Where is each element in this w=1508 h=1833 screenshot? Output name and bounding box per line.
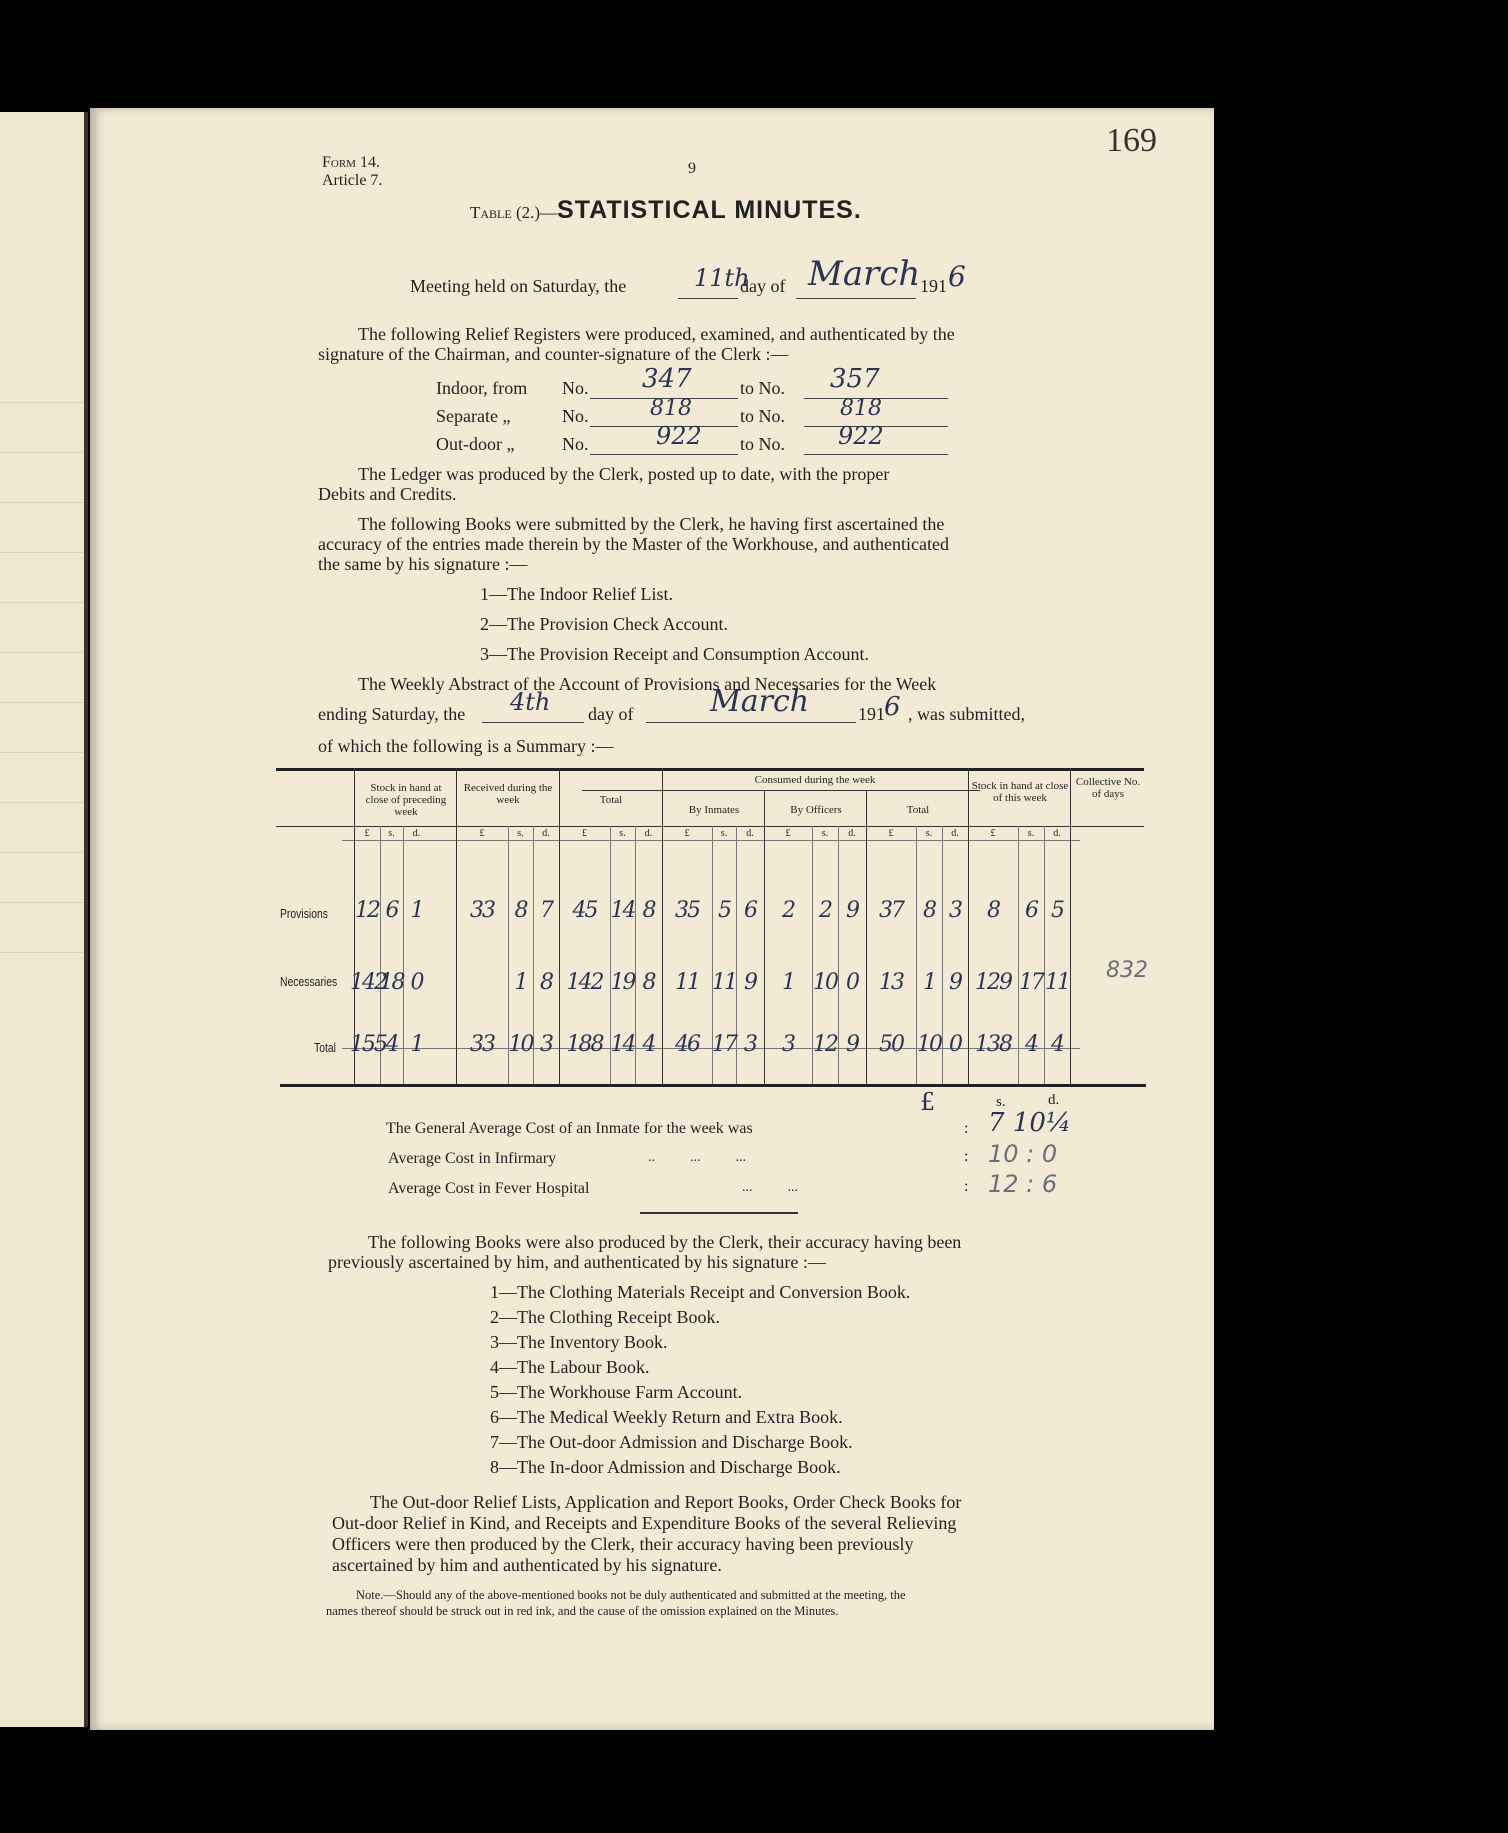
unit-header: d. (746, 828, 754, 839)
abstract-year-digit: 6 (884, 692, 901, 722)
table-cell: 18 (379, 970, 404, 995)
page-number: 169 (1106, 122, 1157, 159)
abstract-suffix: , was submitted, (908, 704, 1025, 724)
register-outdoor-no: No. (562, 434, 589, 454)
meeting-year-prefix: 191 (920, 276, 947, 296)
register-separate-label: Separate „ (436, 406, 511, 426)
unit-header: s. (925, 828, 933, 839)
hdr-collective: Collective No. of days (1075, 776, 1141, 800)
avg-divider (640, 1212, 798, 1214)
table-cell: 1 (410, 898, 423, 923)
note-line-1: Note.—Should any of the above-mentioned books not be duly authenticated and submitted at the meeting, the (356, 1588, 906, 1602)
note-line-2: names thereof should be struck out in red ink, and the cause of the omission explained on the Minutes. (326, 1604, 839, 1618)
table-cell: 9 (949, 970, 961, 995)
table-cell: 1 (782, 970, 794, 995)
table-cell: 138 (975, 1032, 1011, 1057)
document-page (90, 108, 1214, 1730)
table-cell: 2 (819, 898, 831, 923)
avg-fever-value: 12 : 6 (988, 1170, 1058, 1198)
unit-header: d. (848, 828, 856, 839)
folio-number: 9 (688, 160, 696, 177)
unit-header: £ (364, 828, 370, 839)
left-page-edge (0, 112, 88, 1727)
unit-header: £ (888, 828, 894, 839)
unit-header: £ (990, 828, 996, 839)
table-cell: 0 (846, 970, 858, 995)
outdoor-line-2: Out-door Relief in Kind, and Receipts and Expenditure Books of the several Relieving (332, 1513, 957, 1533)
unit-header: d. (1053, 828, 1061, 839)
table-cell: 8 (540, 970, 552, 995)
table-cell: 6 (1025, 898, 1037, 923)
register-indoor-to: to No. (740, 378, 785, 398)
abstract-day: 4th (510, 688, 551, 716)
abstract-line-1: The Weekly Abstract of the Account of Provisions and Necessaries for the Week (358, 674, 937, 694)
unit-header: s. (388, 828, 395, 839)
hdr-consumed-total: Total (906, 804, 930, 816)
table-cell: 10 (508, 1032, 533, 1057)
registers-intro-2: signature of the Chairman, and counter-signature of the Clerk :— (318, 344, 789, 364)
row-label: Total (314, 1040, 336, 1055)
books-line-1: The following Books were submitted by the Clerk, he having first ascertained the (358, 514, 945, 534)
hdr-received: Received during the week (463, 782, 553, 806)
table-cell: 8 (642, 970, 655, 995)
books-also-item-5: 5—The Workhouse Farm Account. (490, 1382, 743, 1402)
table-cell: 17 (1019, 970, 1043, 995)
table-cell: 188 (566, 1032, 603, 1057)
meeting-year-digit: 6 (948, 260, 966, 293)
register-separate-from: 818 (650, 396, 692, 421)
table-cell: 35 (675, 898, 699, 923)
register-indoor-from: 347 (642, 364, 692, 394)
unit-header: d. (644, 828, 653, 839)
unit-header: £ (479, 828, 485, 839)
table-cell: 9 (846, 898, 858, 923)
table-cell: 12 (355, 898, 379, 923)
register-indoor-label: Indoor, from (436, 378, 528, 398)
table-cell: 7 (540, 898, 552, 923)
table-cell: 10 (917, 1032, 941, 1057)
books-also-line-1: The following Books were also produced by the Clerk, their accuracy having been (368, 1232, 962, 1252)
table-cell: 46 (675, 1032, 699, 1057)
table-cell: 1 (514, 970, 527, 995)
books-also-item-7: 7—The Out-door Admission and Discharge Book. (490, 1432, 853, 1452)
avg-unit-pound: £ (920, 1088, 936, 1116)
ledger-line-1: The Ledger was produced by the Clerk, posted up to date, with the proper (358, 464, 890, 484)
table-cell: 11 (675, 970, 699, 995)
hdr-consumed: Consumed during the week (754, 774, 876, 786)
hdr-by-inmates: By Inmates (688, 804, 740, 816)
table-cell: 0 (949, 1032, 961, 1057)
unit-header: s. (1027, 828, 1035, 839)
hdr-total: Total (599, 794, 623, 806)
table-cell: 4 (385, 1032, 398, 1057)
table-cell: 3 (540, 1032, 552, 1057)
table-cell: 1 (410, 1032, 423, 1057)
table-cell: 11 (712, 970, 736, 995)
hdr-stock-close: Stock in hand at close of this week (971, 780, 1069, 804)
register-outdoor-from: 922 (656, 422, 702, 450)
unit-header: s. (720, 828, 728, 839)
unit-header: d. (951, 828, 959, 839)
avg-infirmary-value: 10 : 0 (988, 1140, 1058, 1168)
unit-header: £ (582, 828, 587, 839)
table-cell: 6 (744, 898, 756, 923)
table-cell: 0 (410, 970, 423, 995)
register-outdoor-to: to No. (740, 434, 785, 454)
table-cell: 2 (782, 898, 794, 923)
outdoor-line-1: The Out-door Relief Lists, Application and Report Books, Order Check Books for (370, 1492, 962, 1512)
meeting-month: March (808, 254, 921, 294)
outdoor-line-4: ascertained by him and authenticated by his signature. (332, 1555, 722, 1575)
register-outdoor-label: Out-door „ (436, 434, 515, 454)
unit-header: s. (821, 828, 829, 839)
avg-general-label: The General Average Cost of an Inmate for the week was (386, 1120, 753, 1137)
unit-header: s. (517, 828, 524, 839)
table-cell: 33 (470, 1032, 494, 1057)
table-cell: 3 (744, 1032, 756, 1057)
unit-header: s. (619, 828, 626, 839)
table-cell: 3 (782, 1032, 794, 1057)
abstract-month: March (710, 684, 810, 719)
ledger-line-2: Debits and Credits. (318, 484, 457, 504)
table-cell: 1 (923, 970, 935, 995)
unit-header: d. (542, 828, 550, 839)
table-cell: 14 (610, 1032, 635, 1057)
table-cell: 11 (1045, 970, 1069, 995)
abstract-dayof: day of (588, 704, 634, 724)
meeting-day: 11th (694, 264, 750, 292)
unit-header: £ (785, 828, 791, 839)
unit-header: d. (412, 828, 421, 839)
table-cell: 10 (813, 970, 837, 995)
avg-fever-dots: ... ... (742, 1180, 798, 1195)
meeting-dayof: day of (740, 276, 786, 296)
outdoor-line-3: Officers were then produced by the Clerk, their accuracy having been previously (332, 1534, 914, 1554)
table-cell: 3 (949, 898, 961, 923)
row-label: Necessaries (280, 974, 338, 989)
avg-infirmary-colon: : (964, 1148, 969, 1165)
table-cell: 6 (385, 898, 398, 923)
hdr-stock-prev: Stock in hand at close of preceding week (365, 782, 447, 818)
table-cell: 8 (923, 898, 935, 923)
avg-infirmary-label: Average Cost in Infirmary (388, 1150, 557, 1167)
table-cell: 155 (350, 1032, 386, 1057)
meeting-prefix: Meeting held on Saturday, the (410, 276, 627, 296)
table-cell: 129 (975, 970, 1011, 995)
books-also-item-1: 1—The Clothing Materials Receipt and Conversion Book. (490, 1282, 911, 1302)
table-cell: 13 (879, 970, 903, 995)
books-also-item-4: 4—The Labour Book. (490, 1357, 650, 1377)
books-line-2: accuracy of the entries made therein by the Master of the Workhouse, and authenticated (318, 534, 949, 554)
avg-unit-d: d. (1048, 1092, 1060, 1108)
avg-general-colon: : (964, 1120, 969, 1137)
abstract-line-3: of which the following is a Summary :— (318, 736, 614, 756)
table-prefix: Table (2.)— (470, 203, 558, 222)
table-cell: 8 (987, 898, 999, 923)
books-item-2: 2—The Provision Check Account. (480, 614, 728, 634)
register-separate-to-value: 818 (840, 396, 882, 421)
row-label: Provisions (280, 906, 328, 921)
table-cell: 5 (1051, 898, 1063, 923)
books-also-line-2: previously ascertained by him, and authenticated by his signature :— (328, 1252, 826, 1272)
table-cell: 45 (572, 898, 597, 923)
register-separate-to: to No. (740, 406, 785, 426)
table-cell: 17 (712, 1032, 736, 1057)
table-cell: 37 (879, 898, 903, 923)
table-cell: 8 (514, 898, 527, 923)
table-cell: 19 (610, 970, 635, 995)
avg-fever-colon: : (964, 1178, 969, 1195)
books-line-3: the same by his signature :— (318, 554, 528, 574)
register-indoor-to-value: 357 (830, 364, 880, 394)
table-cell: 9 (846, 1032, 858, 1057)
unit-header: £ (684, 828, 690, 839)
avg-general-value: 7 10¼ (988, 1108, 1072, 1138)
table-cell: 33 (470, 898, 494, 923)
table-cell: 12 (813, 1032, 837, 1057)
register-outdoor-to-value: 922 (838, 422, 884, 450)
avg-infirmary-dots: .. ... ... (648, 1150, 746, 1165)
hdr-by-officers: By Officers (790, 804, 842, 816)
table-title (470, 196, 862, 225)
abstract-year-prefix: 191 (858, 704, 885, 724)
table-cell: 9 (744, 970, 756, 995)
books-also-item-8: 8—The In-door Admission and Discharge Book. (490, 1457, 841, 1477)
table-cell: 5 (718, 898, 730, 923)
books-also-item-3: 3—The Inventory Book. (490, 1332, 668, 1352)
table-cell: 4 (1025, 1032, 1037, 1057)
avg-unit-s: s. (996, 1094, 1006, 1110)
books-also-item-6: 6—The Medical Weekly Return and Extra Book. (490, 1407, 843, 1427)
books-also-item-2: 2—The Clothing Receipt Book. (490, 1307, 720, 1327)
title: STATISTICAL MINUTES. (557, 196, 862, 224)
table-cell: 4 (1051, 1032, 1063, 1057)
table-cell: 14 (610, 898, 635, 923)
table-cell: 142 (350, 970, 386, 995)
register-indoor-no: No. (562, 378, 589, 398)
collective-days: 832 (1106, 958, 1148, 983)
avg-fever-label: Average Cost in Fever Hospital (388, 1180, 590, 1197)
abstract-ending-prefix: ending Saturday, the (318, 704, 466, 724)
table-cell: 142 (566, 970, 603, 995)
books-item-3: 3—The Provision Receipt and Consumption Account. (480, 644, 869, 664)
table-cell: 50 (879, 1032, 903, 1057)
table-cell: 4 (642, 1032, 655, 1057)
books-item-1: 1—The Indoor Relief List. (480, 584, 673, 604)
registers-intro-1: The following Relief Registers were produced, examined, and authenticated by the (358, 324, 955, 344)
form-label: Form 14. (322, 154, 380, 171)
register-separate-no: No. (562, 406, 589, 426)
article-label: Article 7. (322, 172, 383, 189)
table-cell: 8 (642, 898, 655, 923)
